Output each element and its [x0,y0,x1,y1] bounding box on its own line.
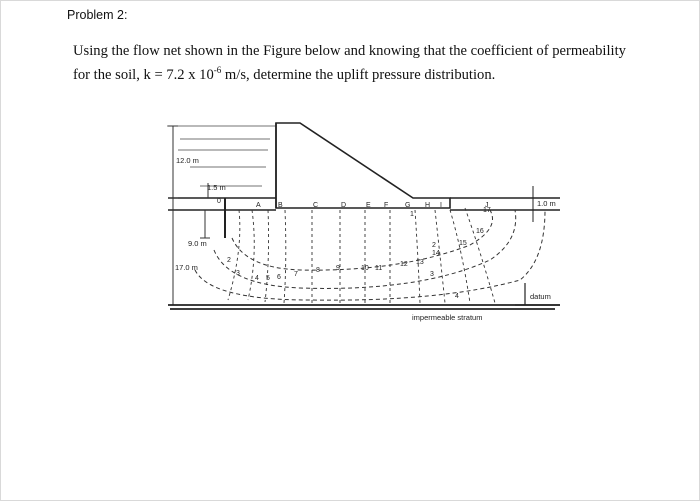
svg-text:11: 11 [375,265,383,272]
label-H: H [425,202,431,209]
svg-text:6: 6 [277,274,281,281]
svg-text:8: 8 [316,267,320,274]
dim-17m: 17.0 m [175,263,198,272]
stratum-label: impermeable stratum [412,313,483,322]
problem-title: Problem 2: [67,8,128,22]
line2-before: for the soil, k = 7.2 x 10 [73,67,214,83]
line2-after: m/s, determine the uplift pressure distribution. [221,67,496,83]
label-C: C [313,202,319,209]
svg-text:13: 13 [416,259,424,266]
svg-text:2: 2 [432,242,436,249]
svg-text:5: 5 [266,275,270,282]
svg-text:17: 17 [483,207,491,214]
svg-text:1: 1 [410,211,414,218]
svg-text:7: 7 [294,271,298,278]
svg-text:14: 14 [432,250,440,257]
svg-text:3: 3 [430,271,434,278]
datum-label: datum [530,292,551,301]
flow-lines [195,210,545,300]
svg-text:4: 4 [455,293,459,300]
svg-text:15: 15 [459,240,467,247]
svg-text:16: 16 [476,228,484,235]
problem-line-1: Using the flow net shown in the Figure below and knowing that the coefficient of permeability [73,43,626,59]
label-D: D [341,202,347,209]
dim-9m: 9.0 m [188,239,207,248]
dim-12m: 12.0 m [176,156,199,165]
svg-text:4: 4 [255,275,259,282]
equipotential-numbers [227,207,491,282]
exponent: -6 [213,65,222,76]
label-G: G [405,202,411,209]
dim-1-5m: 1.5 m [207,183,226,192]
dim-1m: 1.0 m [537,199,556,208]
impermeable-stratum-line [168,305,560,309]
label-J: J [485,202,489,209]
left-dimensions [168,126,210,305]
label-F: F [384,202,389,209]
svg-text:2: 2 [227,257,231,264]
label-E: E [366,202,371,209]
svg-text:9: 9 [336,265,340,272]
label-A: A [256,202,261,209]
equipotential-lines [228,208,495,303]
svg-text:3: 3 [236,270,240,277]
label-B: B [278,202,283,209]
dam-body [276,123,450,208]
svg-text:12: 12 [400,261,408,268]
label-0: 0 [217,198,221,205]
svg-text:10: 10 [361,265,369,272]
label-I: I [440,202,442,209]
